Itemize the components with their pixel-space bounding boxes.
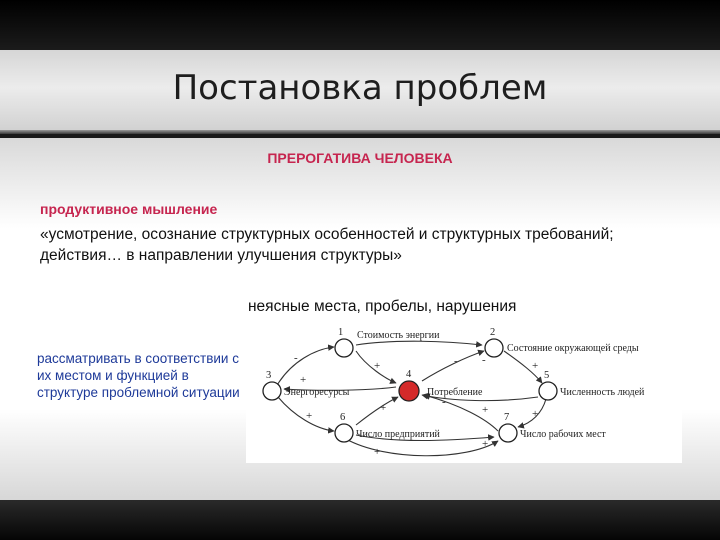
edge-sign: + bbox=[374, 360, 381, 372]
edge-sign: - bbox=[482, 354, 486, 366]
node-1 bbox=[335, 339, 353, 357]
edge-sign: + bbox=[374, 446, 381, 458]
side-text: рассматривать в соответствии с их местом и функцией в структуре проблемной ситуации bbox=[37, 351, 240, 400]
causal-diagram bbox=[246, 321, 682, 463]
slide-title: Постановка проблем bbox=[172, 68, 548, 108]
node-1-label: Стоимость энергии bbox=[357, 330, 440, 341]
bottom-bar bbox=[0, 500, 720, 540]
node-7-number: 7 bbox=[504, 412, 510, 423]
node-7 bbox=[499, 424, 517, 442]
node-5-number: 5 bbox=[544, 370, 550, 381]
edge-sign: - bbox=[442, 396, 446, 408]
subheading: продуктивное мышление bbox=[40, 201, 218, 217]
edge-sign: + bbox=[380, 402, 387, 414]
node-3-label: Энергоресурсы bbox=[284, 387, 350, 398]
issues-label: неясные места, пробелы, нарушения bbox=[248, 298, 517, 315]
slide-heading: ПРЕРОГАТИВА ЧЕЛОВЕКА bbox=[267, 150, 453, 166]
edge-1-2 bbox=[356, 341, 482, 345]
causal-diagram-svg bbox=[246, 321, 682, 463]
node-3 bbox=[263, 382, 281, 400]
node-2-label: Состояние окружающей среды bbox=[507, 343, 639, 354]
node-3-number: 3 bbox=[266, 370, 272, 381]
node-6 bbox=[335, 424, 353, 442]
edge-6-4 bbox=[356, 397, 398, 425]
node-2 bbox=[485, 339, 503, 357]
top-bar bbox=[0, 0, 720, 50]
node-7-label: Число рабочих мест bbox=[520, 429, 606, 440]
node-6-label: Число предприятий bbox=[356, 429, 440, 440]
edge-sign: + bbox=[532, 408, 539, 420]
edge-sign: + bbox=[300, 374, 307, 386]
node-5-label: Численность людей bbox=[560, 387, 645, 398]
slide-content bbox=[0, 138, 720, 500]
node-4-label: Потребление bbox=[427, 387, 483, 398]
node-1-number: 1 bbox=[338, 327, 344, 338]
node-5 bbox=[539, 382, 557, 400]
edge-sign: + bbox=[482, 438, 489, 450]
node-6-number: 6 bbox=[340, 412, 346, 423]
node-2-number: 2 bbox=[490, 327, 496, 338]
edge-sign: + bbox=[482, 404, 489, 416]
edge-sign: - bbox=[454, 355, 458, 367]
title-divider bbox=[0, 130, 720, 134]
node-4 bbox=[399, 381, 419, 401]
quote-text: «усмотрение, осознание структурных особенностей и структурных требований; действия… в направлении улучшения структуры» bbox=[40, 226, 614, 264]
edge-4-2 bbox=[422, 351, 484, 381]
edge-sign: + bbox=[532, 360, 539, 372]
title-band bbox=[0, 50, 720, 134]
edge-6-7-lower bbox=[346, 439, 498, 456]
edge-sign: - bbox=[294, 352, 298, 364]
node-4-number: 4 bbox=[406, 369, 412, 380]
edge-sign: + bbox=[306, 410, 313, 422]
